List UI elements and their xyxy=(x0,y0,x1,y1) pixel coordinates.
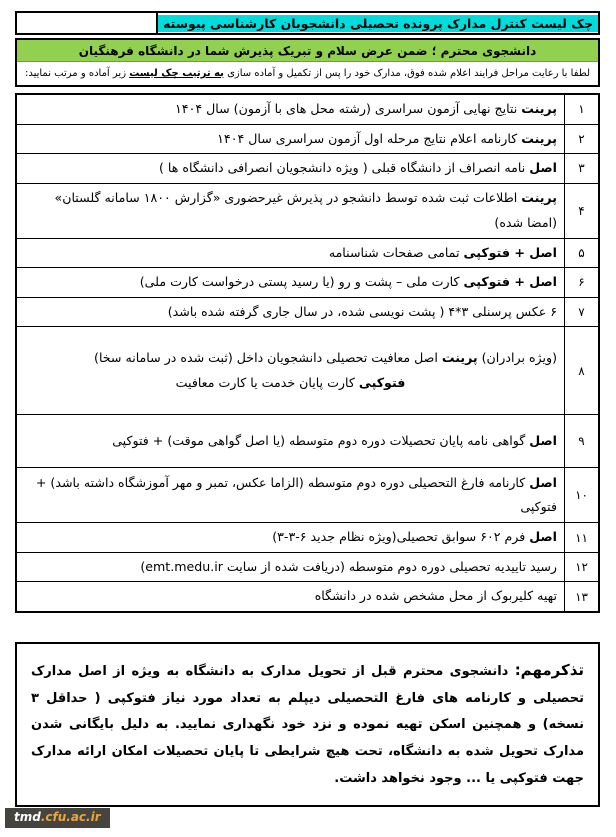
row-line xyxy=(24,186,557,235)
row-line xyxy=(24,241,557,266)
row-number: ۷ xyxy=(564,298,598,327)
important-note xyxy=(15,642,600,807)
row-number: ۱۱ xyxy=(564,523,598,552)
row-description: رسید تاییدیه تحصیلی دوره دوم متوسطه (دریافت شده از سایت emt.medu.ir) xyxy=(140,558,557,574)
row-line xyxy=(24,471,557,520)
row-text xyxy=(17,125,564,154)
header-block xyxy=(15,38,600,87)
page-title: چک لیست کنترل مدارک پرونده تحصیلی دانشجویان کارشناسی پیوسته xyxy=(158,15,598,32)
row-line xyxy=(24,97,557,122)
row-keyword: پرینت xyxy=(521,130,557,146)
row-text xyxy=(17,298,564,327)
row-description: کارنامه اعلام نتایج مرحله اول آزمون سراسری سال ۱۴۰۴ xyxy=(217,130,522,146)
row-description: تهیه کلیربوک از محل مشخص شده در دانشگاه xyxy=(314,588,557,604)
row-line xyxy=(24,300,557,325)
note-lead: تذکرمهم: xyxy=(514,660,584,679)
row-number: ۸ xyxy=(564,327,598,414)
row-description: اصل معافیت تحصیلی دانشجویان داخل (ثبت شده در سامانه سخا) xyxy=(94,350,442,366)
row-description: کارت ملی – پشت و رو (یا رسید پستی درخواست کارت ملی) xyxy=(139,274,464,290)
row-description: فرم ۶۰۲ سوابق تحصیلی(ویژه نظام جدید ۶-۳-۳) xyxy=(272,529,530,545)
website-prefix: tmd xyxy=(14,810,41,824)
row-number: ۱ xyxy=(564,95,598,124)
row-line xyxy=(24,346,557,371)
table-row xyxy=(17,414,598,467)
row-line xyxy=(24,371,557,396)
row-text xyxy=(17,154,564,183)
row-line xyxy=(24,270,557,295)
website-badge xyxy=(5,808,110,828)
row-description: (ویژه برادران) xyxy=(477,350,557,366)
title-row xyxy=(15,11,600,35)
row-number: ۵ xyxy=(564,239,598,268)
row-keyword: فتوکپی xyxy=(358,374,406,390)
table-row xyxy=(17,153,598,183)
row-line xyxy=(24,127,557,152)
row-description: گواهی نامه پایان تحصیلات دوره دوم متوسطه (یا اصل گواهی موقت) + فتوکپی xyxy=(112,433,530,448)
blank-name-box xyxy=(17,13,156,33)
row-description: کارت پایان خدمت یا کارت معافیت xyxy=(175,374,359,390)
row-keyword: اصل xyxy=(529,529,557,545)
table-row xyxy=(17,552,598,582)
row-keyword: اصل xyxy=(529,433,557,448)
row-text xyxy=(17,553,564,582)
row-keyword: اصل xyxy=(529,160,557,176)
instruction-line xyxy=(17,62,598,85)
table-row xyxy=(17,522,598,552)
row-keyword: پرینت xyxy=(521,101,557,116)
document-title-cell xyxy=(156,13,598,33)
row-text xyxy=(17,95,564,124)
table-row xyxy=(17,124,598,154)
row-line xyxy=(24,584,557,609)
row-keyword: اصل + فتوکپی xyxy=(463,244,557,260)
note-body: دانشجوی محترم قبل از تحویل مدارک به دانشگاه به ویژه از اصل مدارک تحصیلی و کارنامه های فارغ التحصیلی دیپلم به تعداد مورد نیاز فتوکپی ( حداقل ۳ نسخه) و همچنین اسکن تهیه نموده و نزد خود نگهداری نمایید. به دلیل بایگانی شدن مدارک تحویل شده به دانشگاه، تحت هیچ شرایطی تا پایان تحصیلات امکان ارائه مدارک جهت فتوکپی یا ... وجود نخواهد داشت. xyxy=(31,663,584,786)
row-keyword: اصل xyxy=(529,474,557,490)
row-description: نتایج نهایی آزمون سراسری (رشته محل های با آزمون) سال ۱۴۰۴ xyxy=(175,101,522,116)
table-row xyxy=(17,238,598,268)
row-number: ۲ xyxy=(564,125,598,154)
row-text xyxy=(17,184,564,238)
row-description: اطلاعات ثبت شده توسط دانشجو در پذیرش غیرحضوری «گزارش ۱۸۰۰ سامانه گلستان» (امضا شده) xyxy=(54,190,557,230)
row-text xyxy=(17,239,564,268)
instruction-suffix: زیر آماده و مرتب نمایید: xyxy=(24,68,130,79)
row-line xyxy=(24,555,557,580)
row-number: ۱۳ xyxy=(564,582,598,611)
row-number: ۴ xyxy=(564,184,598,238)
row-description: نامه انصراف از دانشگاه قبلی ( ویژه دانشجویان انصرافی دانشگاه ها ) xyxy=(159,160,530,176)
instruction-emphasis: به ترتیب چک لیست xyxy=(129,68,224,79)
row-number: ۱۲ xyxy=(564,553,598,582)
table-row xyxy=(17,467,598,522)
table-row xyxy=(17,326,598,414)
row-text xyxy=(17,523,564,552)
instruction-prefix: لطفا با رعایت مراحل فرایند اعلام شده فوق، مدارک خود را پس از تکمیل و آماده سازی xyxy=(223,68,591,79)
row-description: ۶ عکس پرسنلی ۳*۴ ( پشت نویسی شده، در سال جاری گرفته شده باشد) xyxy=(167,303,557,319)
table-row xyxy=(17,183,598,238)
table-row xyxy=(17,95,598,124)
table-row xyxy=(17,297,598,327)
row-line xyxy=(24,156,557,181)
row-text xyxy=(17,327,564,414)
row-text xyxy=(17,268,564,297)
row-keyword: پرینت xyxy=(441,350,478,366)
row-text xyxy=(17,415,564,467)
row-text xyxy=(17,468,564,522)
row-description: کارنامه فارغ التحصیلی دوره دوم متوسطه (الزاما عکس، تمبر و مهر آموزشگاه داشته باشد) + فتوکپی xyxy=(35,474,557,515)
table-row xyxy=(17,581,598,611)
row-line xyxy=(24,525,557,550)
checklist-table xyxy=(15,93,600,613)
row-number: ۹ xyxy=(564,415,598,467)
row-text xyxy=(17,582,564,611)
row-keyword: پرینت xyxy=(521,190,557,206)
table-row xyxy=(17,267,598,297)
greeting-bar: دانشجوی محترم ؛ ضمن عرض سلام و تبریک پذیرش شما در دانشگاه فرهنگیان xyxy=(17,40,598,62)
row-number: ۶ xyxy=(564,268,598,297)
website-suffix: .cfu.ac.ir xyxy=(40,810,101,824)
row-line xyxy=(24,429,557,454)
row-number: ۱۰ xyxy=(564,468,598,522)
row-description: تمامی صفحات شناسنامه xyxy=(328,244,464,260)
row-keyword: اصل + فتوکپی xyxy=(463,274,557,290)
row-number: ۳ xyxy=(564,154,598,183)
